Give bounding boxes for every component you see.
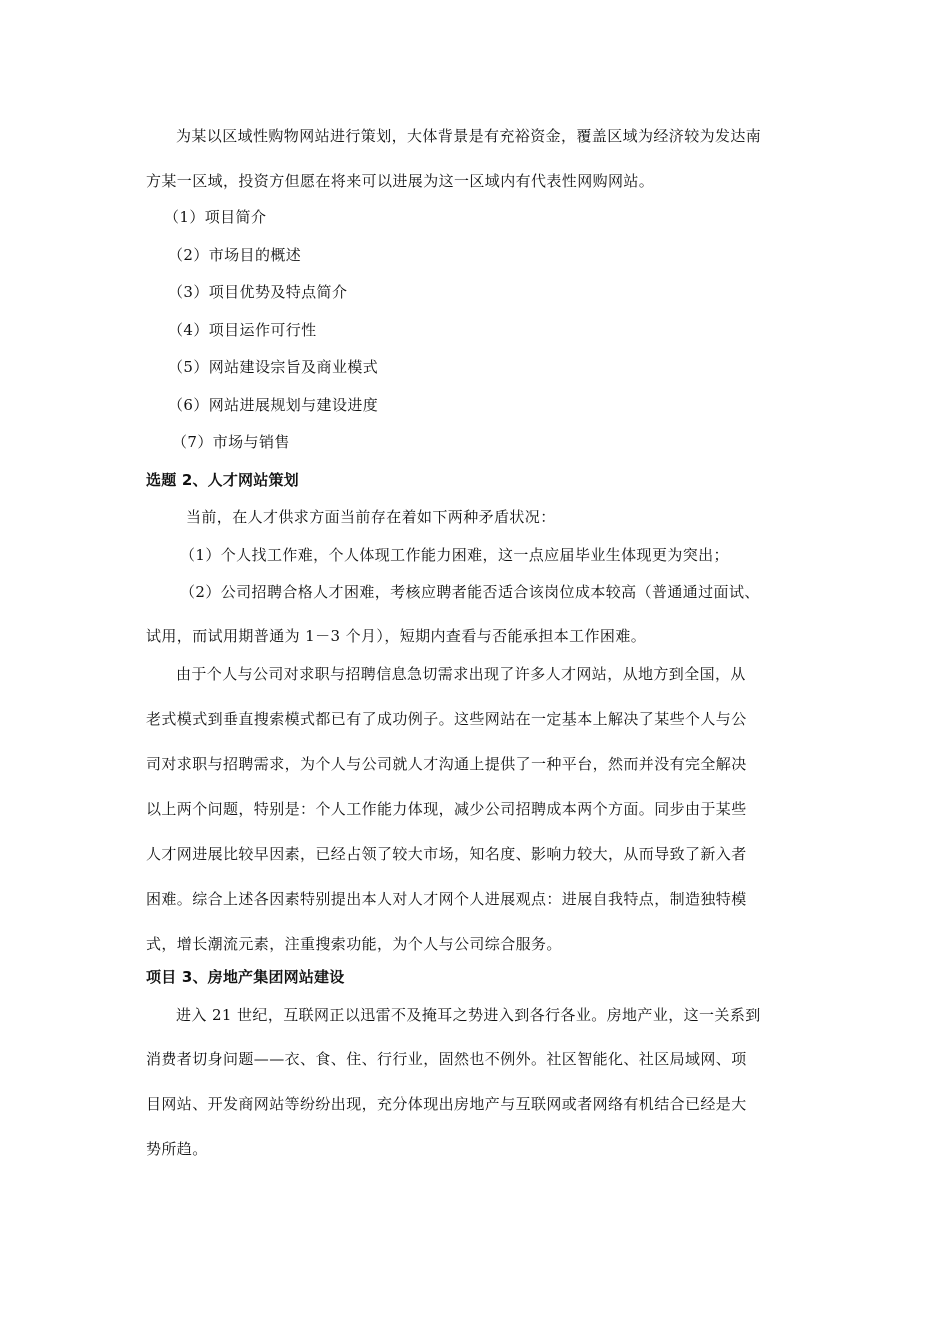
- topic1-item-7: （7）市场与销售: [172, 433, 290, 451]
- topic2-line-2: （1）个人找工作难，个人体现工作能力困难，这一点应届毕业生体现更为突出；: [180, 546, 729, 564]
- topic2-line-8: 以上两个问题，特别是：个人工作能力体现，减少公司招聘成本两个方面。同步由于某些: [146, 800, 747, 818]
- topic1-item-1: （1）项目简介: [164, 208, 267, 226]
- topic3-heading: 项目 3、房地产集团网站建设: [146, 968, 345, 986]
- topic1-item-2: （2）市场目的概述: [168, 246, 302, 264]
- topic2-line-6: 老式模式到垂直搜索模式都已有了成功例子。这些网站在一定基本上解决了某些个人与公: [146, 710, 747, 728]
- intro-line-1: 为某以区域性购物网站进行策划，大体背景是有充裕资金，覆盖区域为经济较为发达南: [176, 127, 762, 145]
- topic3-line-1: 进入 21 世纪，互联网正以迅雷不及掩耳之势进入到各行各业。房地产业，这一关系到: [176, 1006, 761, 1024]
- topic2-heading: 选题 2、人才网站策划: [146, 471, 299, 489]
- topic1-item-4: （4）项目运作可行性: [168, 321, 317, 339]
- topic3-line-2: 消费者切身问题——衣、食、住、行行业，固然也不例外。社区智能化、社区局域网、项: [146, 1050, 747, 1068]
- topic1-item-6: （6）网站进展规划与建设进度: [168, 396, 379, 414]
- topic2-line-9: 人才网进展比较早因素，已经占领了较大市场，知名度、影响力较大，从而导致了新入者: [146, 845, 747, 863]
- topic2-line-5: 由于个人与公司对求职与招聘信息急切需求出现了许多人才网站，从地方到全国，从: [176, 665, 746, 683]
- topic2-line-7: 司对求职与招聘需求，为个人与公司就人才沟通上提供了一种平台，然而并没有完全解决: [146, 755, 747, 773]
- topic2-line-10: 困难。综合上述各因素特别提出本人对人才网个人进展观点：进展自我特点，制造独特模: [146, 890, 747, 908]
- topic2-line-11: 式，增长潮流元素，注重搜索功能，为个人与公司综合服务。: [146, 935, 562, 953]
- topic1-item-3: （3）项目优势及特点简介: [168, 283, 348, 301]
- topic3-line-4: 势所趋。: [146, 1140, 208, 1158]
- topic2-line-3: （2）公司招聘合格人才困难，考核应聘者能否适合该岗位成本较高（普通通过面试、: [180, 583, 760, 601]
- topic2-line-1: 当前，在人才供求方面当前存在着如下两种矛盾状况：: [186, 508, 556, 526]
- intro-line-2: 方某一区域，投资方但愿在将来可以进展为这一区域内有代表性网购网站。: [146, 172, 655, 190]
- topic2-line-4: 试用，而试用期普通为 1－3 个月），短期内查看与否能承担本工作困难。: [146, 627, 647, 645]
- topic3-line-3: 目网站、开发商网站等纷纷出现，充分体现出房地产与互联网或者网络有机结合已经是大: [146, 1095, 747, 1113]
- topic1-item-5: （5）网站建设宗旨及商业模式: [168, 358, 379, 376]
